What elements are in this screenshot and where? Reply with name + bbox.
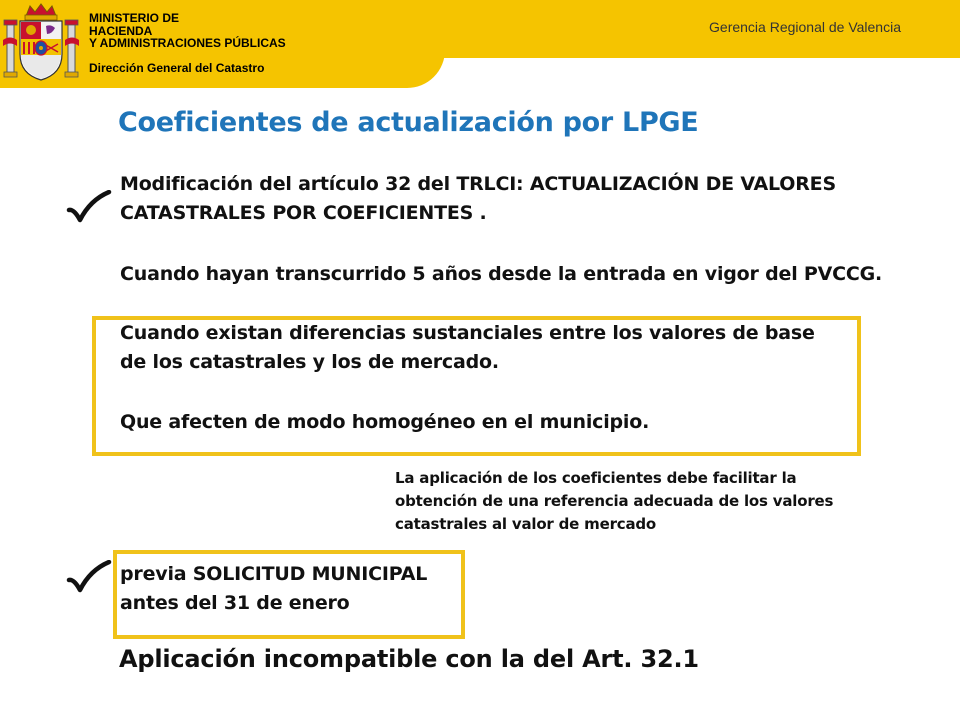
slide-title: Coeficientes de actualización por LPGE [118,107,699,138]
ministry-line: HACIENDA [89,23,153,38]
condition-years [120,260,882,289]
ministry-name [89,12,286,50]
coefficients-note [395,467,833,536]
note-line: La aplicación de los coeficientes debe facilitar la [395,469,797,487]
incompatibility-text: Aplicación incompatible con la del Art. 32.1 [119,645,699,673]
condition-years-line: Cuando hayan transcurrido 5 años desde la entrada en vigor del PVCCG. [120,263,883,285]
condition-differences-line: de los catastrales y los de mercado. [120,351,499,373]
note-line: catastrales al valor de mercado [395,515,657,533]
request-line: antes del 31 de enero [120,592,350,614]
directorate-name: Dirección General del Catastro [89,61,265,75]
condition-homogeneous [120,408,649,437]
coat-of-arms-icon [2,2,80,82]
condition-homogeneous-line: Que afecten de modo homogéneo en el municipio. [120,411,650,433]
regional-office: Gerencia Regional de Valencia [709,19,901,35]
modification-line: Modificación del artículo 32 del TRLCI: ACTUALIZACIÓN DE VALORES [120,173,836,195]
modification-text [120,170,836,228]
ministry-line: Y ADMINISTRACIONES PÚBLICAS [89,36,286,50]
condition-differences-line: Cuando existan diferencias sustanciales entre los valores de base [120,322,815,344]
request-text [120,560,427,618]
ministry-line: MINISTERIO DE [89,11,180,25]
note-line: obtención de una referencia adecuada de los valores [395,492,834,510]
checkmark-icon [66,190,112,224]
request-line: previa SOLICITUD MUNICIPAL [120,563,428,585]
checkmark-icon [66,560,112,594]
condition-differences [120,319,815,377]
modification-line: CATASTRALES POR COEFICIENTES . [120,202,487,224]
